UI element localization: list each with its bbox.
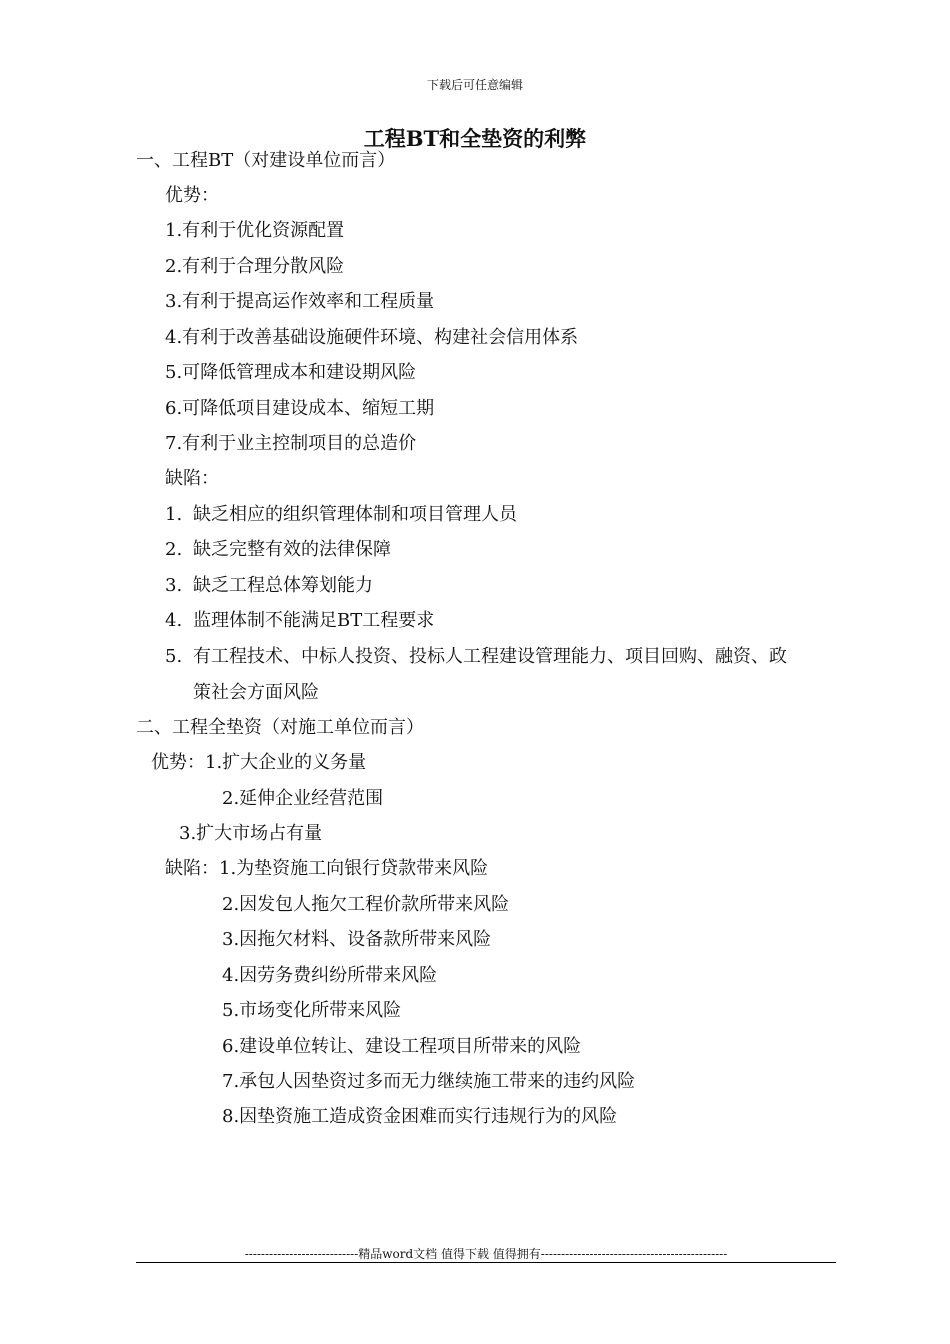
document-title: 工程BT和全垫资的利弊 (363, 126, 587, 151)
section1-advantage-item: 3.有利于提高运作效率和工程质量 (165, 291, 435, 312)
section1-advantage-item: 6.可降低项目建设成本、缩短工期 (165, 398, 435, 419)
section1-advantage-item: 4.有利于改善基础设施硬件环境、构建社会信用体系 (165, 327, 579, 348)
section2-disadvantage-item: 8.因垫资施工造成资金困难而实行违规行为的风险 (222, 1106, 618, 1127)
section2-advantages-label: 优势： (151, 752, 205, 773)
item-text: 缺乏工程总体筹划能力 (193, 575, 373, 596)
section1-disadvantage-item (165, 538, 391, 562)
section2-disadvantages-label: 缺陷： (165, 858, 219, 879)
section2-advantage-item: 3.扩大市场占有量 (179, 823, 323, 844)
section2-disadvantage-item: 2.因发包人拖欠工程价款所带来风险 (222, 894, 510, 915)
item-number: 3. (165, 575, 183, 596)
section1-advantage-item: 7.有利于业主控制项目的总造价 (165, 433, 417, 454)
section1-disadvantages-label: 缺陷： (165, 468, 219, 489)
section1-heading: 一、工程BT（对建设单位而言） (136, 150, 396, 171)
section1-disadvantage-item (165, 645, 787, 669)
section1-disadvantage-continuation: 策社会方面风险 (193, 682, 319, 703)
section1-disadvantage-item (165, 609, 434, 633)
footer-note: ----------------------------精品word文档 值得下载 值得拥有---------------------------------------------- (244, 1247, 728, 1261)
item-text: 有工程技术、中标人投资、投标人工程建设管理能力、项目回购、融资、政 (193, 646, 787, 667)
item-number: 2. (165, 539, 183, 560)
section2-disadvantage-item: 3.因拖欠材料、设备款所带来风险 (222, 929, 492, 950)
section2-disadvantage-item: 5.市场变化所带来风险 (222, 1000, 402, 1021)
footer-divider (136, 1262, 836, 1263)
section2-disadvantages-row (165, 857, 488, 881)
header-note: 下载后可任意编辑 (426, 78, 523, 92)
item-number: 1. (165, 504, 183, 525)
section1-advantage-item: 2.有利于合理分散风险 (165, 256, 345, 277)
item-text: 缺乏完整有效的法律保障 (193, 539, 391, 560)
section1-disadvantage-item (165, 574, 373, 598)
section1-advantages-label: 优势： (165, 185, 219, 206)
section2-disadvantage-item: 4.因劳务费纠纷所带来风险 (222, 965, 438, 986)
section2-disadvantage-item: 7.承包人因垫资过多而无力继续施工带来的违约风险 (222, 1071, 636, 1092)
section2-disadvantage-item: 1.为垫资施工向银行贷款带来风险 (219, 858, 489, 879)
section2-advantage-item: 1.扩大企业的义务量 (205, 752, 367, 773)
section2-heading: 二、工程全垫资（对施工单位而言） (136, 717, 424, 738)
section1-advantage-item: 5.可降低管理成本和建设期风险 (165, 362, 417, 383)
section2-advantage-item: 2.延伸企业经营范围 (222, 788, 384, 809)
section1-advantage-item: 1.有利于优化资源配置 (165, 220, 345, 241)
item-number: 4. (165, 610, 183, 631)
item-text: 缺乏相应的组织管理体制和项目管理人员 (193, 504, 517, 525)
item-number: 5. (165, 646, 183, 667)
section2-disadvantage-item: 6.建设单位转让、建设工程项目所带来的风险 (222, 1036, 582, 1057)
section1-disadvantage-item (165, 503, 517, 527)
item-text: 监理体制不能满足BT工程要求 (193, 610, 435, 631)
section2-advantages-row (151, 751, 366, 775)
